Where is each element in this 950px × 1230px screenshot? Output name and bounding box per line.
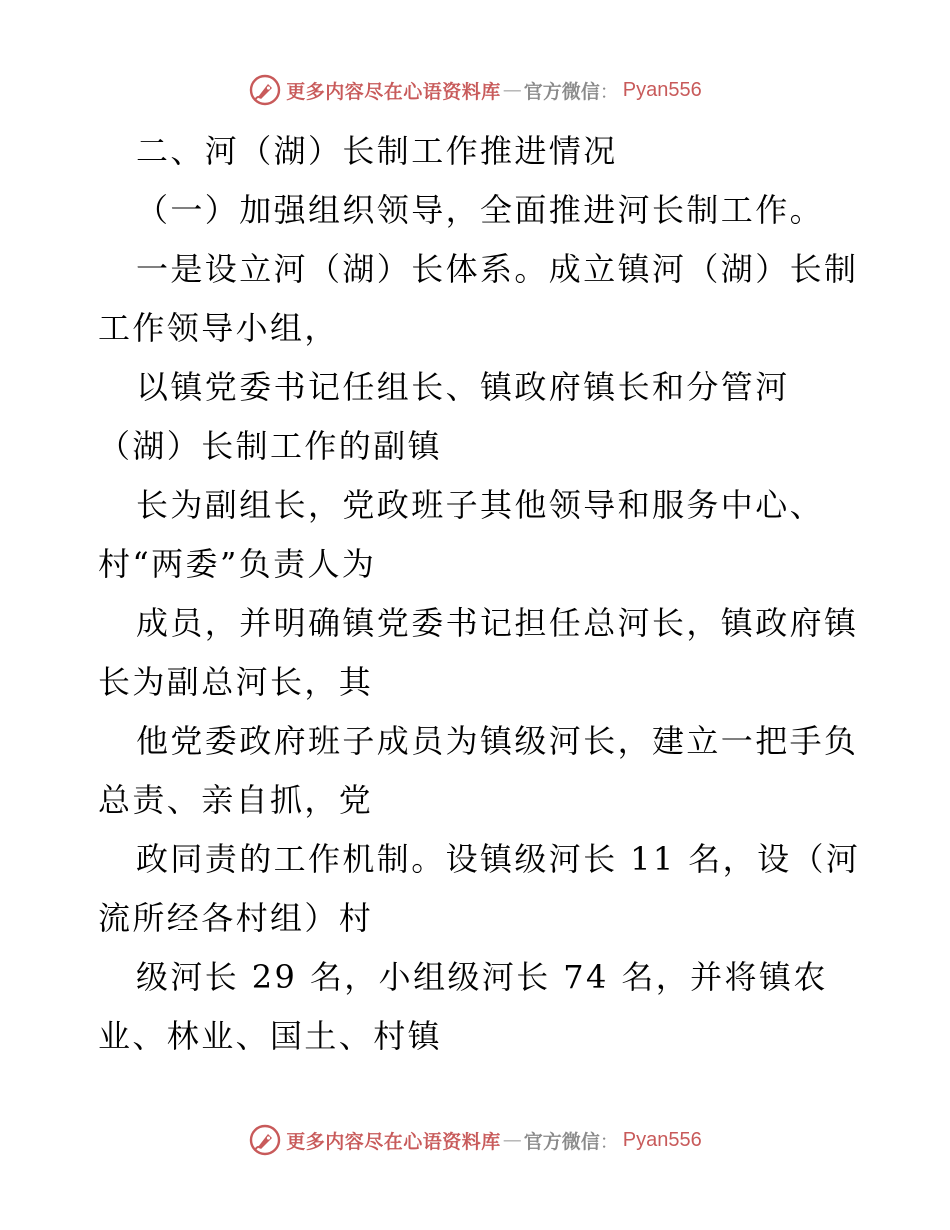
watermark-separator: ： — [599, 1130, 619, 1153]
body-line: 以镇党委书记任组长、镇政府镇长和分管河 — [136, 368, 790, 406]
body-line: 级河长 29 名，小组级河长 74 名，并将镇农 — [136, 958, 828, 996]
body-line: 政同责的工作机制。设镇级河长 11 名，设（河 — [136, 840, 861, 878]
watermark-dash: — — [502, 79, 522, 101]
body-line: 村“两委”负责人为 — [98, 545, 377, 583]
body-line: 一是设立河（湖）长体系。成立镇河（湖）长制 — [136, 250, 859, 288]
watermark-site-text: 更多内容尽在心语资料库 — [286, 80, 501, 103]
watermark-header — [0, 70, 950, 110]
pen-nib-logo-icon — [248, 1123, 282, 1157]
body-line: （湖）长制工作的副镇 — [98, 427, 443, 465]
body-line: 长为副总河长，其 — [98, 663, 374, 701]
watermark-site-text: 更多内容尽在心语资料库 — [286, 1130, 501, 1153]
body-line: 他党委政府班子成员为镇级河长，建立一把手负 — [136, 722, 859, 760]
pen-nib-logo-icon — [248, 73, 282, 107]
document-body — [98, 122, 861, 1066]
subsection-heading: （一）加强组织领导，全面推进河长制工作。 — [136, 191, 825, 229]
body-line: 长为副组长，党政班子其他领导和服务中心、 — [136, 486, 825, 524]
body-line: 工作领导小组， — [98, 309, 339, 347]
body-line: 总责、亲自抓，党 — [98, 781, 374, 819]
body-line: 业、林业、国土、村镇 — [98, 1017, 443, 1055]
watermark-wechat-id: Pyan556 — [622, 78, 702, 101]
watermark-wechat-label: 官方微信 — [523, 80, 600, 103]
body-line: 流所经各村组）村 — [98, 899, 374, 937]
watermark-wechat-id: Pyan556 — [622, 1128, 702, 1151]
watermark-wechat-label: 官方微信 — [523, 1130, 600, 1153]
watermark-separator: ： — [599, 80, 619, 103]
body-line: 成员，并明确镇党委书记担任总河长，镇政府镇 — [136, 604, 859, 642]
section-heading: 二、河（湖）长制工作推进情况 — [136, 132, 618, 170]
watermark-dash: — — [502, 1129, 522, 1151]
watermark-footer — [0, 1120, 950, 1160]
